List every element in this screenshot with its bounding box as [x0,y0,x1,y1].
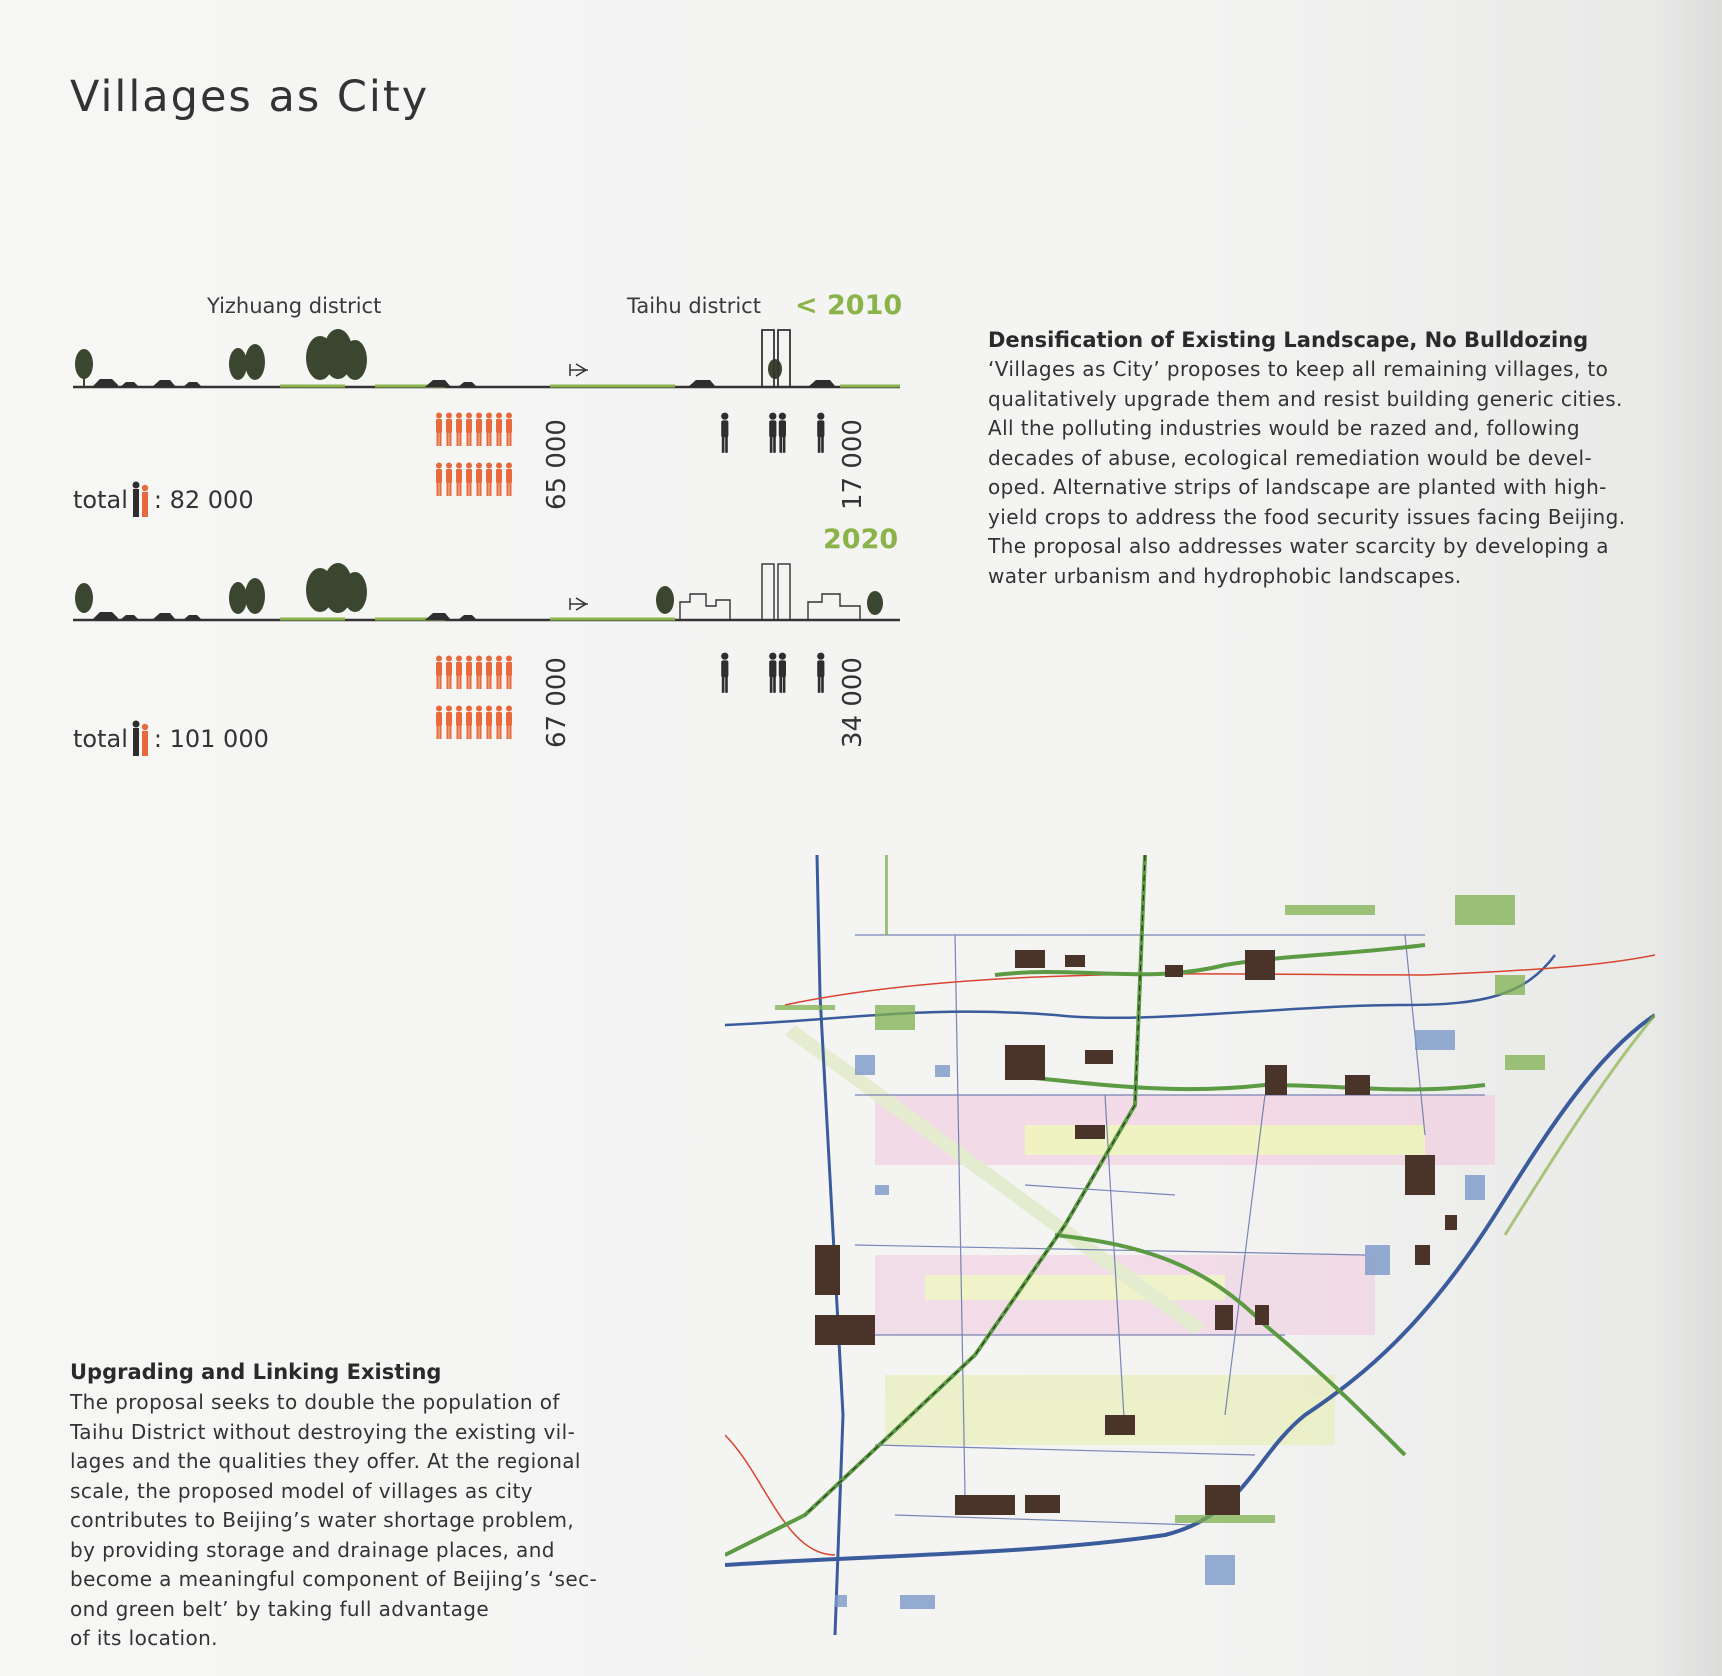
section-diagram-2020 [70,548,900,628]
section2-line: by providing storage and drainage places, and [70,1537,555,1562]
yizhuang-count-2010: 65 000 [542,419,572,510]
section-diagram-2010 [70,312,900,394]
page-title: Villages as City [70,72,430,122]
people-dark-2020 [720,652,840,702]
section1-paragraph [988,355,1625,591]
people-orange-2010 [435,412,527,510]
section2-line: ond green belt’ by taking full advantage [70,1596,490,1621]
yizhuang-count-2020: 67 000 [542,657,572,748]
section2-line: The proposal seeks to double the population of [70,1390,560,1414]
total-value: : 82 000 [153,486,254,514]
section2-line: become a meaningful component of Beijing’s ‘sec- [70,1567,598,1591]
section2-line: contributes to Beijing’s water shortage problem, [70,1508,575,1532]
people-orange-2020 [435,655,527,753]
section1-line: ‘Villages as City’ proposes to keep all remaining villages, to [988,357,1609,381]
people-dark-2010 [720,412,840,462]
total-value: : 101 000 [153,725,269,753]
section2-heading: Upgrading and Linking Existing [70,1360,442,1384]
taihu-count-2010: 17 000 [838,419,868,510]
taihu-district-label: Taihu district [627,294,761,318]
section2-line: of its location. [70,1626,218,1650]
section2-paragraph [70,1388,597,1654]
total-2010 [73,480,254,520]
section1-line: oped. Alternative strips of landscape are planted with high- [988,475,1607,499]
section1-line: All the polluting industries would be razed and, following [988,416,1580,440]
person-pair-icon [130,719,152,759]
taihu-count-2020: 34 000 [838,657,868,748]
section1-line: yield crops to address the food security issues facing Beijing. [988,504,1626,529]
yizhuang-district-label: Yizhuang district [207,294,382,318]
regional-map [725,855,1655,1635]
year-label-2020: 2020 [823,524,899,555]
section2-line: Taihu District without destroying the existing vil- [70,1419,576,1444]
section1-line: The proposal also addresses water scarcity by developing a [988,534,1609,558]
section1-line: water urbanism and hydrophobic landscapes. [988,563,1462,588]
total-2020 [73,719,269,759]
year-label-2010: < 2010 [795,290,903,321]
section2-line: lages and the qualities they offer. At the regional [70,1449,581,1473]
section1-line: qualitatively upgrade them and resist building generic cities. [988,386,1623,411]
total-label: total [73,486,128,514]
section2-line: scale, the proposed model of villages as city [70,1478,533,1503]
total-label: total [73,725,128,753]
person-pair-icon [130,480,152,520]
section1-heading: Densification of Existing Landscape, No Bulldozing [988,328,1589,352]
section1-line: decades of abuse, ecological remediation would be devel- [988,445,1593,470]
